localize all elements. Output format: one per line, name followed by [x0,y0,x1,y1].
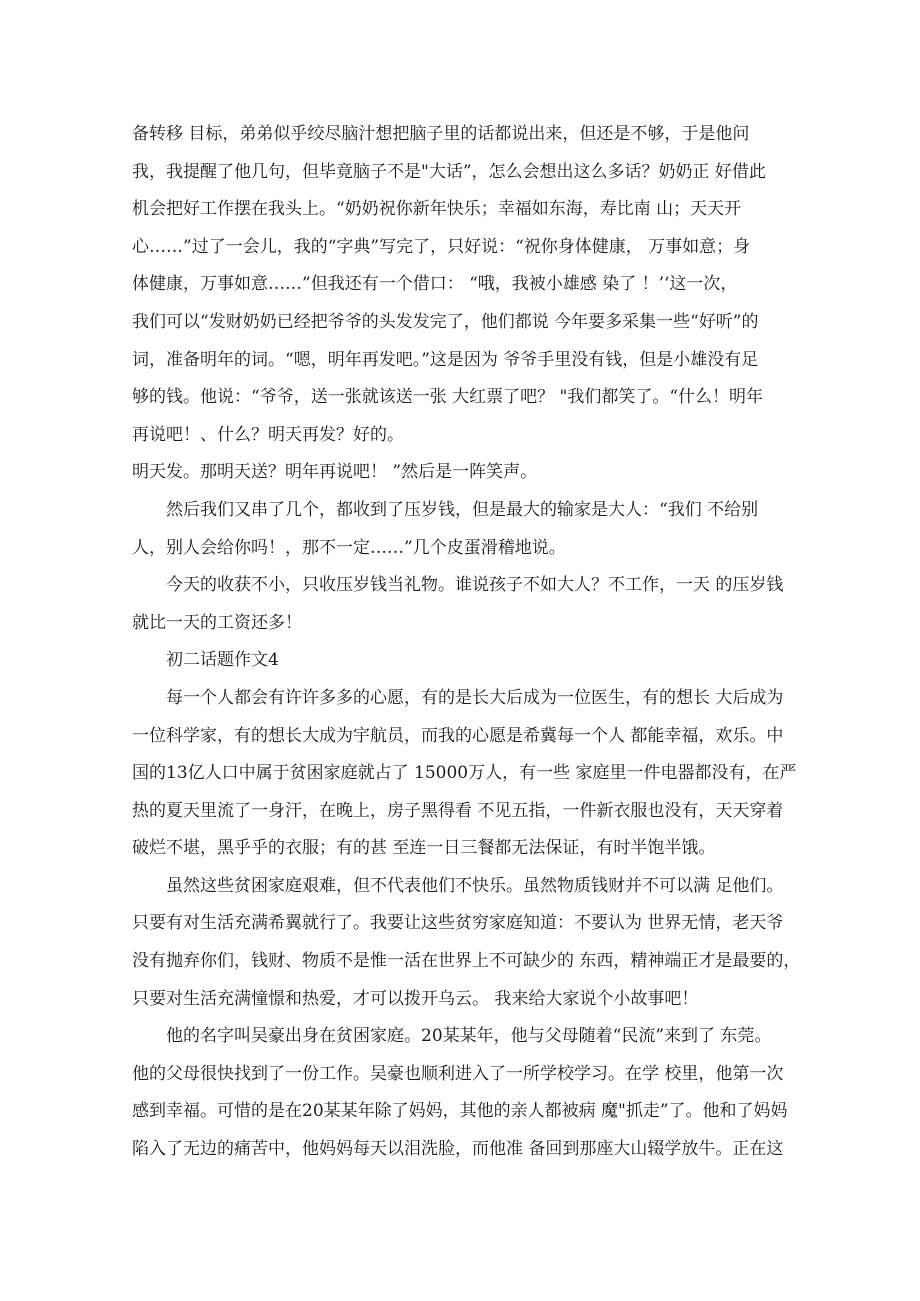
text-line: 没有抛弃你们，钱财、物质不是惟一活在世界上不可缺少的 东西，精神端正才是最要的， [132,951,801,972]
text-line: 心……”过了一会儿，我的“字典”写完了，只好说：“祝你身体健康， 万事如意；身 [132,236,751,257]
text-line: 虽然这些贫困家庭艰难，但不代表他们不快乐。虽然物质钱财并不可以满 足他们。 [166,875,784,896]
text-line: 破烂不堪，黑乎乎的衣服；有的甚 至连一日三餐都无法保证，有时半饱半饿。 [132,838,716,859]
text-line: 陷入了无边的痛苦中，他妈妈每天以泪洗脸，而他准 备回到那座大山辍学放牛。正在这 [132,1139,784,1160]
text-line: 词，准备明年的词。“嗯，明年再发吧。”这是因为 爷爷手里没有钱，但是小雄没有足 [132,349,759,370]
text-line: 热的夏天里流了一身汗，在晚上，房子黑得看 不见五指，一件新衣服也没有，天天穿着 [132,800,784,821]
text-line: 人，别人会给你吗！，那不一定……”几个皮蛋滑稽地说。 [132,537,566,558]
text-line: 今天的收获不小，只收压岁钱当礼物。谁说孩子不如大人？不工作，一天 的压岁钱 [166,575,784,596]
text-line: 我们可以“发财奶奶已经把爷爷的头发发完了，他们都说 今年要多采集一些“好听”的 [132,311,759,332]
text-line: 明天发。那明天送？明年再说吧！ ”然后是一阵笑声。 [132,462,538,483]
text-line: 再说吧！、什么？明天再发？好的。 [132,424,404,445]
text-line: 只要对生活充满憧憬和热爱，才可以拨开乌云。 我来给大家说个小故事吧！ [132,988,699,1009]
text-line: 够的钱。他说：“爷爷，送一张就该送一张 大红票了吧？ "我们都笑了。“什么！明年 [132,387,764,408]
text-line: 感到幸福。可惜的是在20某某年除了妈妈，其他的亲人都被病 魔"抓走”了。他和了妈妈 [132,1101,788,1122]
text-line: 每一个人都会有许许多多的心愿，有的是长大后成为一位医生，有的想长 大后成为 [166,687,784,708]
body-text [132,116,802,1169]
text-line: 只要有对生活充满希翼就行了。我要让这些贫穷家庭知道：不要认为 世界无情，老天爷 [132,913,784,934]
text-line: 他的父母很快找到了一份工作。吴豪也顺利进入了一所学校学习。在学 校里，他第一次 [132,1063,784,1084]
text-line: 就比一天的工资还多！ [132,612,302,633]
text-line: 我，我提醒了他几句，但毕竟脑子不是"大话”，怎么会想出这么多话？奶奶正 好借此 [132,161,766,182]
text-line: 然后我们又串了几个，都收到了压岁钱，但是最大的输家是大人：“我们 不给别 [166,499,759,520]
text-line: 国的13亿人口中属于贫困家庭就占了 15000万人，有一些 家庭里一件电器都没有，在严 [132,763,797,784]
text-line: 一位科学家，有的想长大成为宇航员，而我的心愿是希冀每一个人 都能幸福，欢乐。中 [132,725,784,746]
text-line: 初二话题作文4 [166,650,279,671]
text-line: 体健康，万事如意……”但我还有一个借口： “哦，我被小雄感 染了 ！’‘这一次， [132,274,738,295]
text-line: 机会把好工作摆在我头上。“奶奶祝你新年快乐；幸福如东海，寿比南 山；天天开 [132,199,742,220]
text-line: 备转移 目标，弟弟似乎绞尽脑汁想把脑子里的话都说出来，但还是不够，于是他问 [132,124,750,144]
text-line: 他的名字叫吴豪出身在贫困家庭。20某某年，他与父母随着“民流”来到了 东莞。 [166,1026,772,1047]
